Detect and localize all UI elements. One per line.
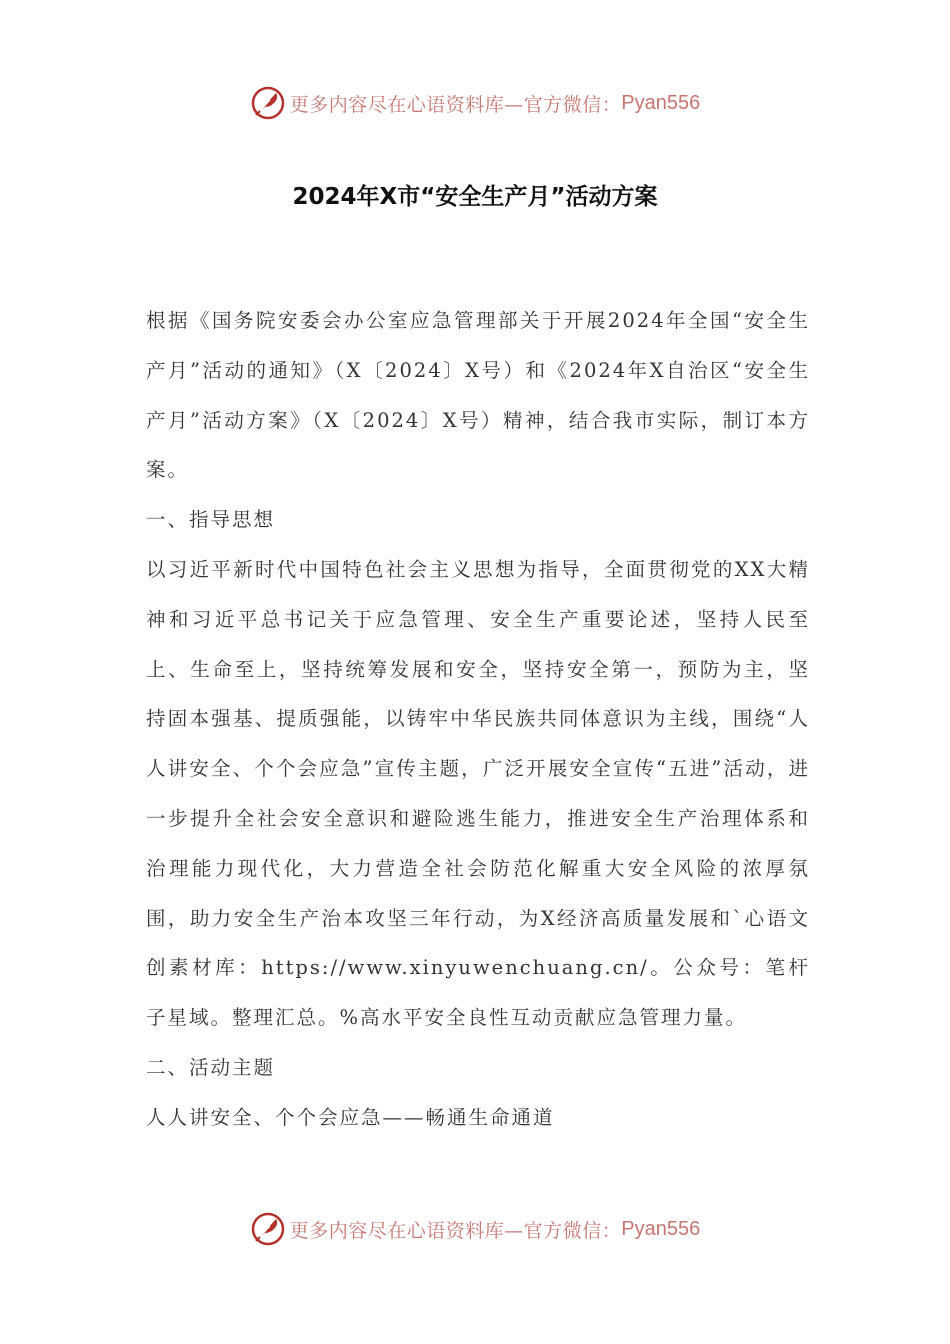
feather-pen-icon bbox=[250, 85, 286, 121]
watermark-wechat-id: Pyan556 bbox=[621, 1217, 701, 1240]
section-heading-guiding-ideology: 一、指导思想 bbox=[146, 508, 276, 532]
guiding-ideology-paragraph: 以习近平新时代中国特色社会主义思想为指导，全面贯彻党的XX大精神和习近平总书记关于应急管理、安全生产重要论述，坚持人民至上、生命至上，坚持统筹发展和安全，坚持安全第一，预防为主，坚持固本强基、提质强能，以铸牢中华民族共同体意识为主线，围绕“人人讲安全、个个会应急”宣传主题，广泛开展安全宣传“五进”活动，进一步提升全社会安全意识和避险逃生能力，推进安全生产治理体系和治理能力现代化，大力营造全社会防范化解重大安全风险的浓厚氛围，助力安全生产治本攻坚三年行动，为X经济高质量发展和`心语文创素材库：https://www.xinyuwenchuang.cn/。公众号：笔杆子星域。整理汇总。%高水平安全良性互动贡献应急管理力量。 bbox=[146, 557, 810, 1030]
watermark-text: 更多内容尽在心语资料库—官方微信： bbox=[289, 93, 622, 116]
watermark-wechat-id: Pyan556 bbox=[621, 91, 701, 114]
feather-pen-icon bbox=[250, 1211, 286, 1247]
watermark-banner-top bbox=[0, 83, 950, 123]
watermark-text: 更多内容尽在心语资料库—官方微信： bbox=[289, 1219, 622, 1242]
activity-theme-paragraph: 人人讲安全、个个会应急——畅通生命通道 bbox=[146, 1105, 555, 1129]
section-heading-activity-theme: 二、活动主题 bbox=[146, 1055, 276, 1079]
watermark-banner-bottom bbox=[0, 1209, 950, 1249]
document-title: 2024年X市“安全生产月”活动方案 bbox=[292, 184, 658, 210]
document-body bbox=[146, 296, 810, 1143]
intro-paragraph: 根据《国务院安委会办公室应急管理部关于开展2024年全国“安全生产月”活动的通知》（X〔2024〕X号）和《2024年X自治区“安全生产月”活动方案》（X〔2024〕X号）精神，结合我市实际，制订本方案。 bbox=[146, 309, 810, 482]
